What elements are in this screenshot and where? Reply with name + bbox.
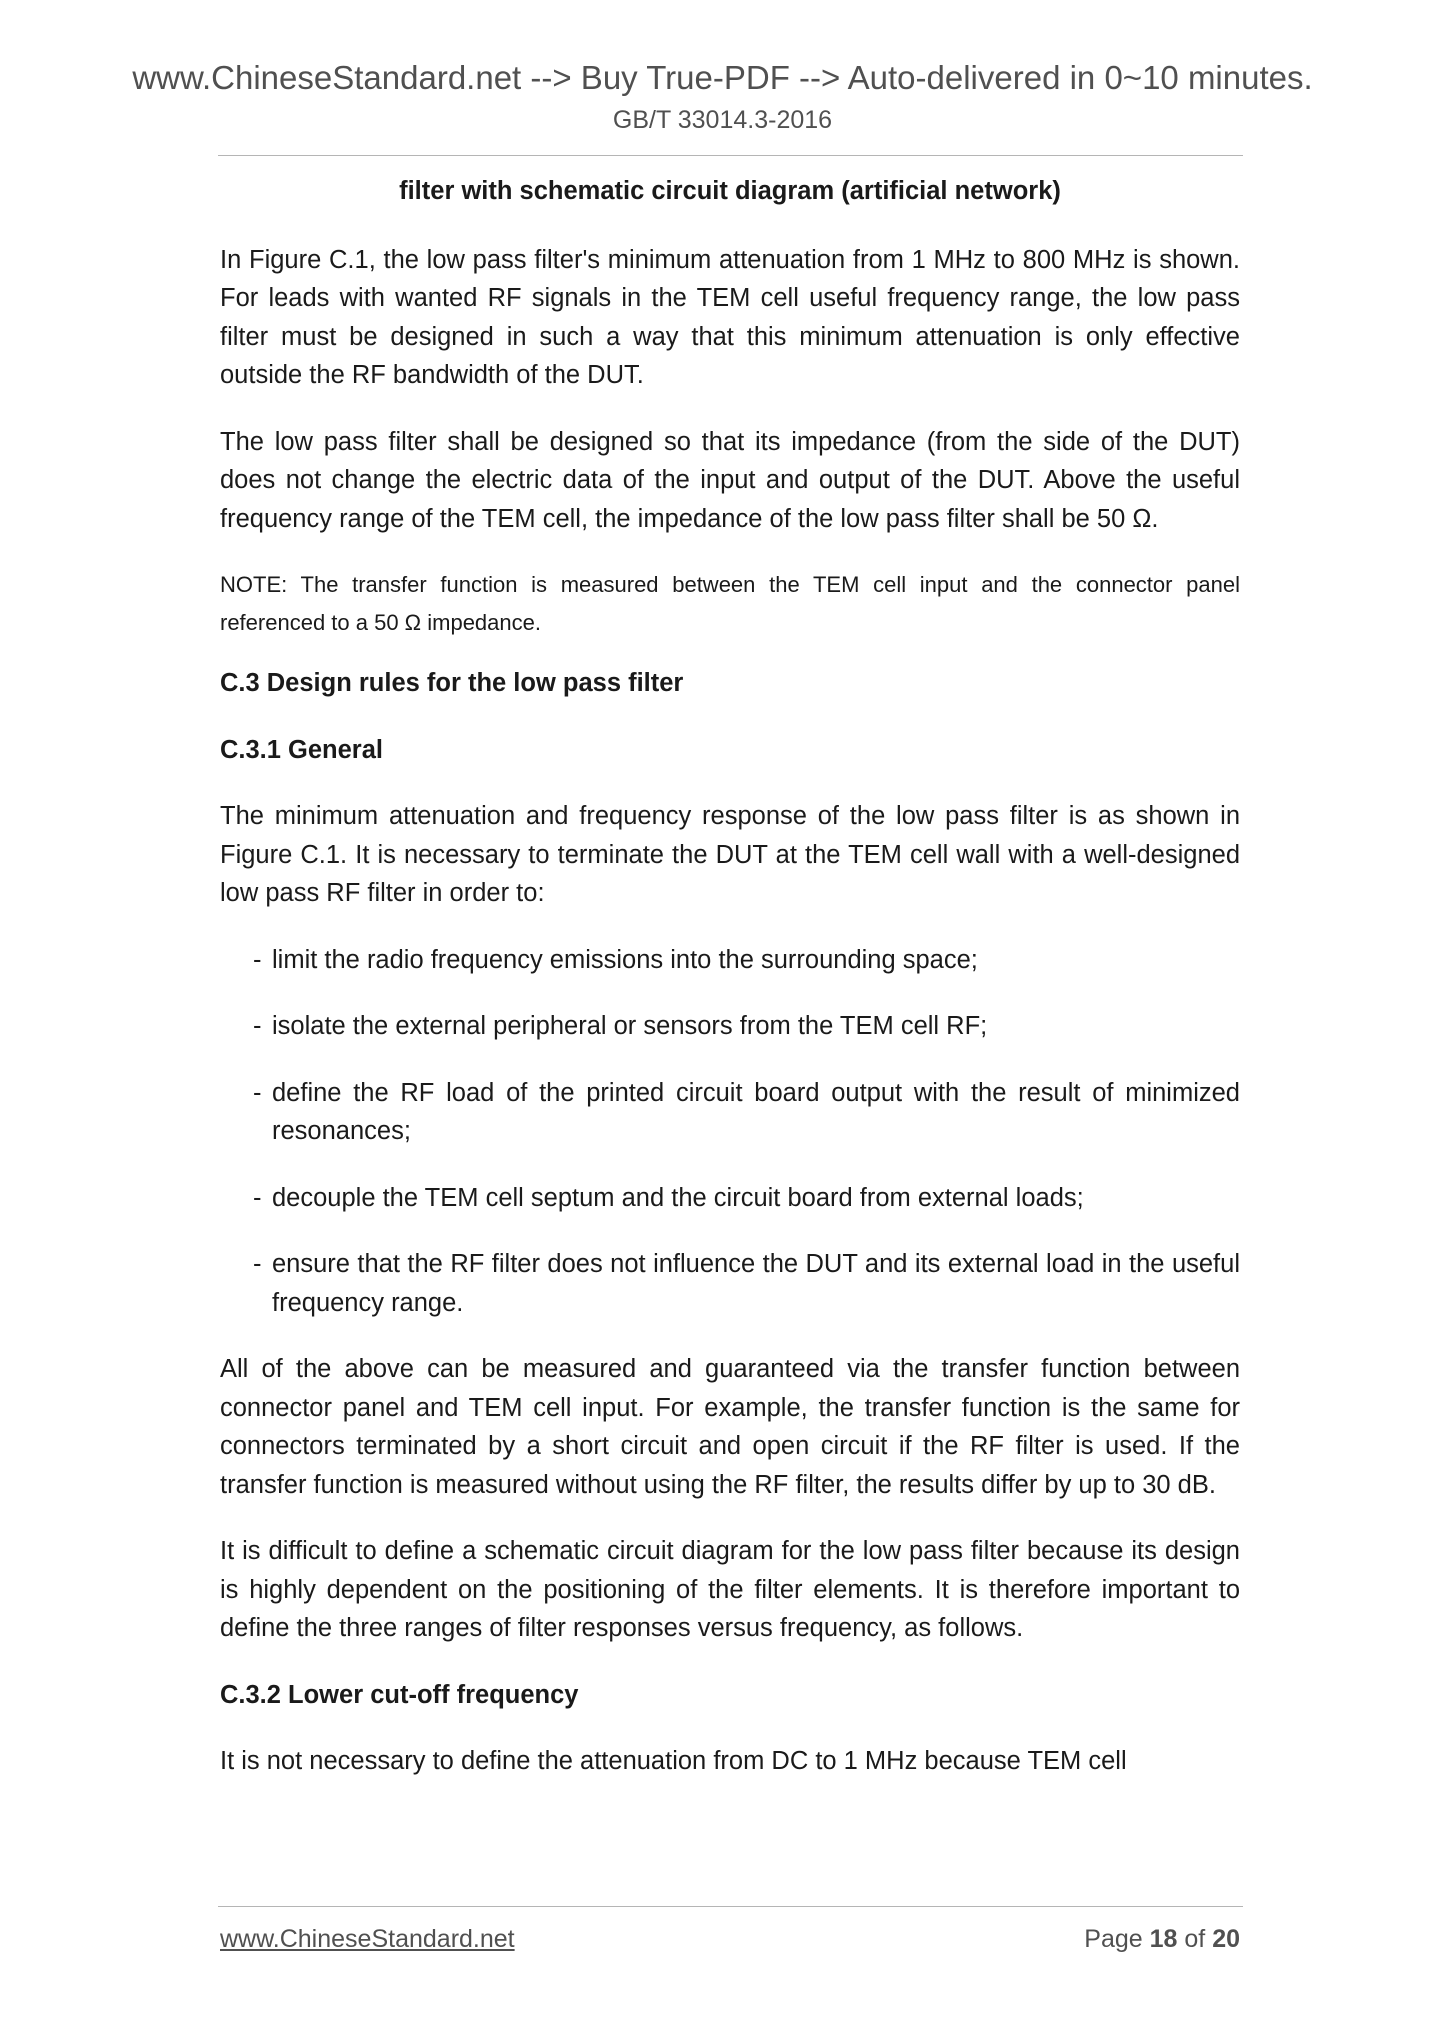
bullet-dash: - [253,1250,262,1278]
heading-c3: C.3 Design rules for the low pass filter [220,669,684,697]
list-item-text: decouple the TEM cell septum and the circuit board from external loads; [272,1183,1084,1212]
page-current: 18 [1149,1925,1178,1953]
list-item-text: define the RF load of the printed circuit board output with the result of minimized resonances; [272,1078,1240,1145]
paragraph-general: The minimum attenuation and frequency response of the low pass filter is as shown in Figure C.1. It is necessary to terminate the DUT at the TEM cell wall with a well-designed low pass RF filter in order to: [220,802,1240,907]
list-item [220,1074,1240,1151]
bullet-dash: - [253,1012,262,1040]
footer-site-link[interactable]: www.ChineseStandard.net [220,1925,515,1953]
figure-caption: filter with schematic circuit diagram (artificial network) [399,177,1061,205]
header-divider [218,155,1243,156]
list-item [220,1007,1240,1046]
note-transfer-function: NOTE: The transfer function is measured between the TEM cell input and the connector panel referenced to a 50 Ω impedance. [220,572,1240,635]
page-number [1084,1922,1240,1956]
paragraph-transfer-function: All of the above can be measured and guaranteed via the transfer function between connector panel and TEM cell input. For example, the transfer function is the same for connectors terminated by a short circuit and open circuit if the RF filter is used. If the transfer function is measured without using the RF filter, the results differ by up to 30 dB. [220,1355,1240,1499]
paragraph-figure-c1: In Figure C.1, the low pass filter's minimum attenuation from 1 MHz to 800 MHz is shown. For leads with wanted RF signals in the TEM cell useful frequency range, the low pass filter must be designed in such a way that this minimum attenuation is only effective outside the RF bandwidth of the DUT. [220,245,1240,389]
list-item [220,1245,1240,1322]
footer-divider [218,1906,1243,1907]
site-banner[interactable]: www.ChineseStandard.net --> Buy True-PDF --> Auto-delivered in 0~10 minutes. [132,59,1313,96]
page-label: Page [1084,1925,1143,1953]
bullet-dash: - [253,945,262,974]
requirements-list [220,941,1240,1323]
heading-c3-1: C.3.1 General [220,735,383,764]
bullet-dash: - [253,1078,262,1107]
list-item-text: limit the radio frequency emissions into the surrounding space; [272,945,978,974]
list-item-text: ensure that the RF filter does not influence the DUT and its external load in the useful frequency range. [272,1250,1240,1317]
page-total: 20 [1212,1925,1240,1953]
list-item [220,941,1240,980]
list-item [220,1179,1240,1218]
bullet-dash: - [253,1183,262,1212]
paragraph-lower-cutoff: It is not necessary to define the attenuation from DC to 1 MHz because TEM cell [220,1747,1127,1775]
standard-code: GB/T 33014.3-2016 [612,106,833,134]
paragraph-impedance: The low pass filter shall be designed so that its impedance (from the side of the DUT) does not change the electric data of the input and output of the DUT. Above the useful frequency range of the TEM cell, the impedance of the low pass filter shall be 50 Ω. [220,427,1240,533]
paragraph-schematic: It is difficult to define a schematic circuit diagram for the low pass filter because its design is highly dependent on the positioning of the filter elements. It is therefore important to define the three ranges of filter responses versus frequency, as follows. [220,1537,1240,1642]
page-of: of [1184,1925,1206,1953]
list-item-text: isolate the external peripheral or sensors from the TEM cell RF; [272,1012,988,1040]
heading-c3-2: C.3.2 Lower cut-off frequency [220,1680,579,1709]
page-content [220,172,1240,1809]
